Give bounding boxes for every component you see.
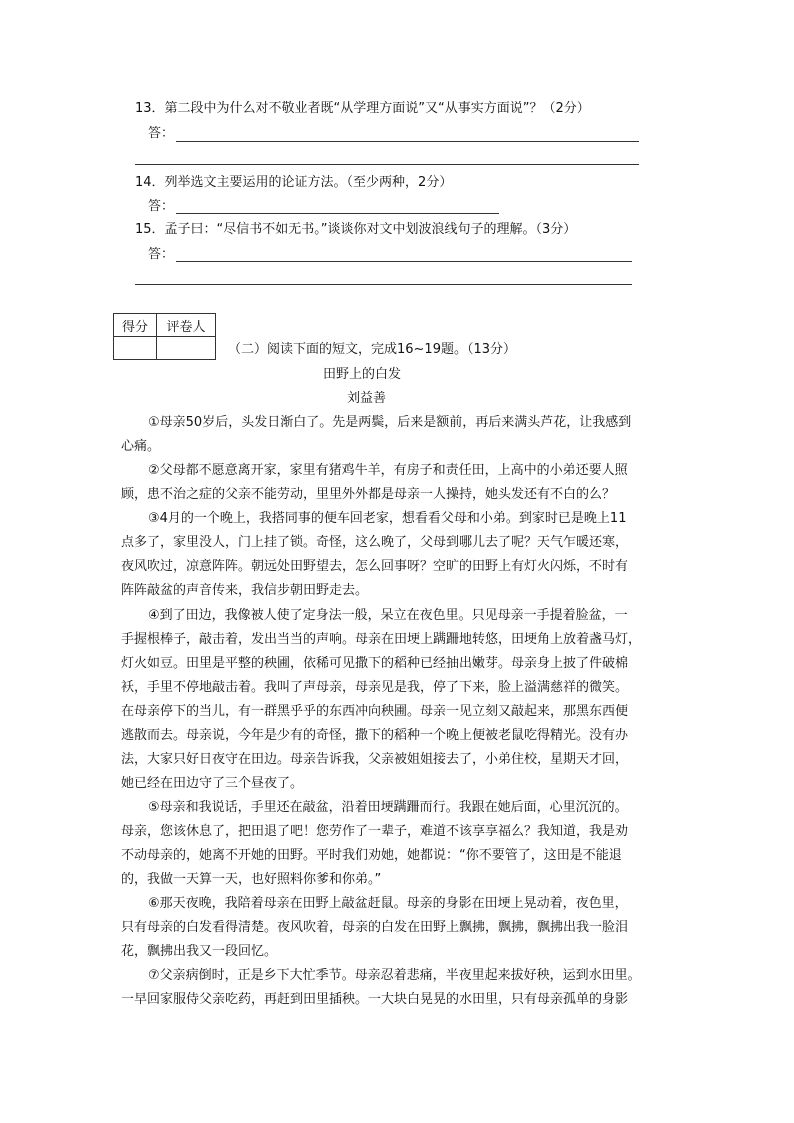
passage-line: ①母亲50岁后，头发日渐白了。先是两鬓，后来是额前，再后来满头芦花，让我感到 (148, 415, 632, 430)
passage-line: 一早回家服侍父亲吃药，再赶到田里插秧。一大块白晃晃的水田里，只有母亲孤单的身影 (121, 992, 629, 1007)
passage-line: ②父母都不愿意离开家，家里有猪鸡牛羊，有房子和责任田，上高中的小弟还要人照 (148, 463, 628, 478)
passage-line: ③4月的一个晚上，我搭同事的便车回老家，想看看父母和小弟。到家时已是晚上11 (148, 511, 627, 526)
section-heading: （二）阅读下面的短文，完成16~19题。（13分） (228, 342, 517, 357)
passage-line: ④到了田边，我像被人使了定身法一般，呆立在夜色里。只见母亲一手提着脸盆，一 (148, 608, 628, 623)
passage-line: 在母亲停下的当儿，有一群黑乎乎的东西冲向秧圃。母亲一见立刻又敲起来，那黑东西便 (121, 704, 629, 719)
passage-author: 刘益善 (347, 391, 387, 406)
passage-line: 心痛。 (121, 439, 161, 454)
passage-line: ⑦父亲病倒时，正是乡下大忙季节。母亲忍着悲痛，半夜里起来拔好秧，运到水田里。 (148, 968, 641, 983)
question-15: 15．孟子曰：“尽信书不如无书。”谈谈你对文中划波浪线句子的理解。（3分） (135, 222, 577, 237)
passage-line: 顾，患不治之症的父亲不能劳动，里里外外都是母亲一人操持，她头发还有不白的么？ (121, 487, 616, 502)
passage-line: 点多了，家里没人，门上挂了锁。奇怪，这么晚了，父母到哪儿去了呢？天气乍暖还寒， (121, 535, 629, 550)
answer-line[interactable] (135, 164, 639, 165)
answer-line[interactable] (176, 261, 632, 262)
grader-cell[interactable] (157, 337, 216, 360)
passage-line: 灯火如豆。田里是平整的秧圃，依稀可见撒下的稻种已经抽出嫩芽。母亲身上披了件破棉 (121, 656, 629, 671)
passage-line: 只有母亲的白发看得清楚。夜风吹着，母亲的白发在田野上飘拂，飘拂，飘拂出我一脸泪 (121, 920, 629, 935)
passage-line: 的，我做一天算一天，也好照料你爹和你弟。” (121, 872, 382, 887)
passage-title: 田野上的白发 (323, 367, 402, 382)
score-cell[interactable] (114, 337, 157, 360)
question-13: 13．第二段中为什么对不敬业者既“从学理方面说”又“从事实方面说”？（2分） (135, 101, 590, 116)
answer-label-15: 答： (148, 247, 175, 262)
passage-line: ⑤母亲和我说话，手里还在敲盆，沿着田埂蹒跚而行。我跟在她后面，心里沉沉的。 (148, 800, 628, 815)
grader-header: 评卷人 (157, 314, 216, 337)
passage-line: 手握根棒子，敲击着，发出当当的声响。母亲在田埂上蹒跚地转悠，田埂角上放着盏马灯， (121, 632, 642, 647)
passage-line: 不动母亲的，她离不开她的田野。平时我们劝她，她都说：“你不要管了，这田是不能退 (121, 848, 622, 863)
question-14: 14．列举选文主要运用的论证方法。（至少两种，2分） (135, 175, 453, 190)
passage-line: 她已经在田边守了三个昼夜了。 (121, 776, 304, 791)
passage-line: 袄，手里不停地敲击着。我叫了声母亲，母亲见是我，停了下来，脸上溢满慈祥的微笑。 (121, 680, 629, 695)
answer-label-13: 答： (148, 126, 175, 141)
passage-line: 逃散而去。母亲说，今年是少有的奇怪，撒下的稻种一个晚上便被老鼠吃得精光。没有办 (121, 728, 629, 743)
passage-line: 母亲，您该休息了，把田退了吧！您劳作了一辈子，难道不该享享福么？我知道，我是劝 (121, 824, 629, 839)
passage-line: ⑥那天夜晚，我陪着母亲在田野上敲盆赶鼠。母亲的身影在田埂上晃动着，夜色里， (148, 896, 628, 911)
passage-line: 阵阵敲盆的声音传来，我信步朝田野走去。 (121, 583, 369, 598)
score-header: 得分 (114, 314, 157, 337)
passage-line: 夜风吹过，凉意阵阵。朝远处田野望去，怎么回事呀？空旷的田野上有灯火闪烁，不时有 (121, 559, 629, 574)
score-table (113, 313, 216, 360)
answer-line[interactable] (176, 141, 639, 142)
answer-label-14: 答： (148, 199, 175, 214)
answer-line[interactable] (135, 284, 632, 285)
answer-line[interactable] (176, 213, 499, 214)
passage-line: 花，飘拂出我又一段回忆。 (121, 944, 278, 959)
passage-line: 法，大家只好日夜守在田边。母亲告诉我，父亲被姐姐接去了，小弟住校，星期天才回， (121, 752, 629, 767)
